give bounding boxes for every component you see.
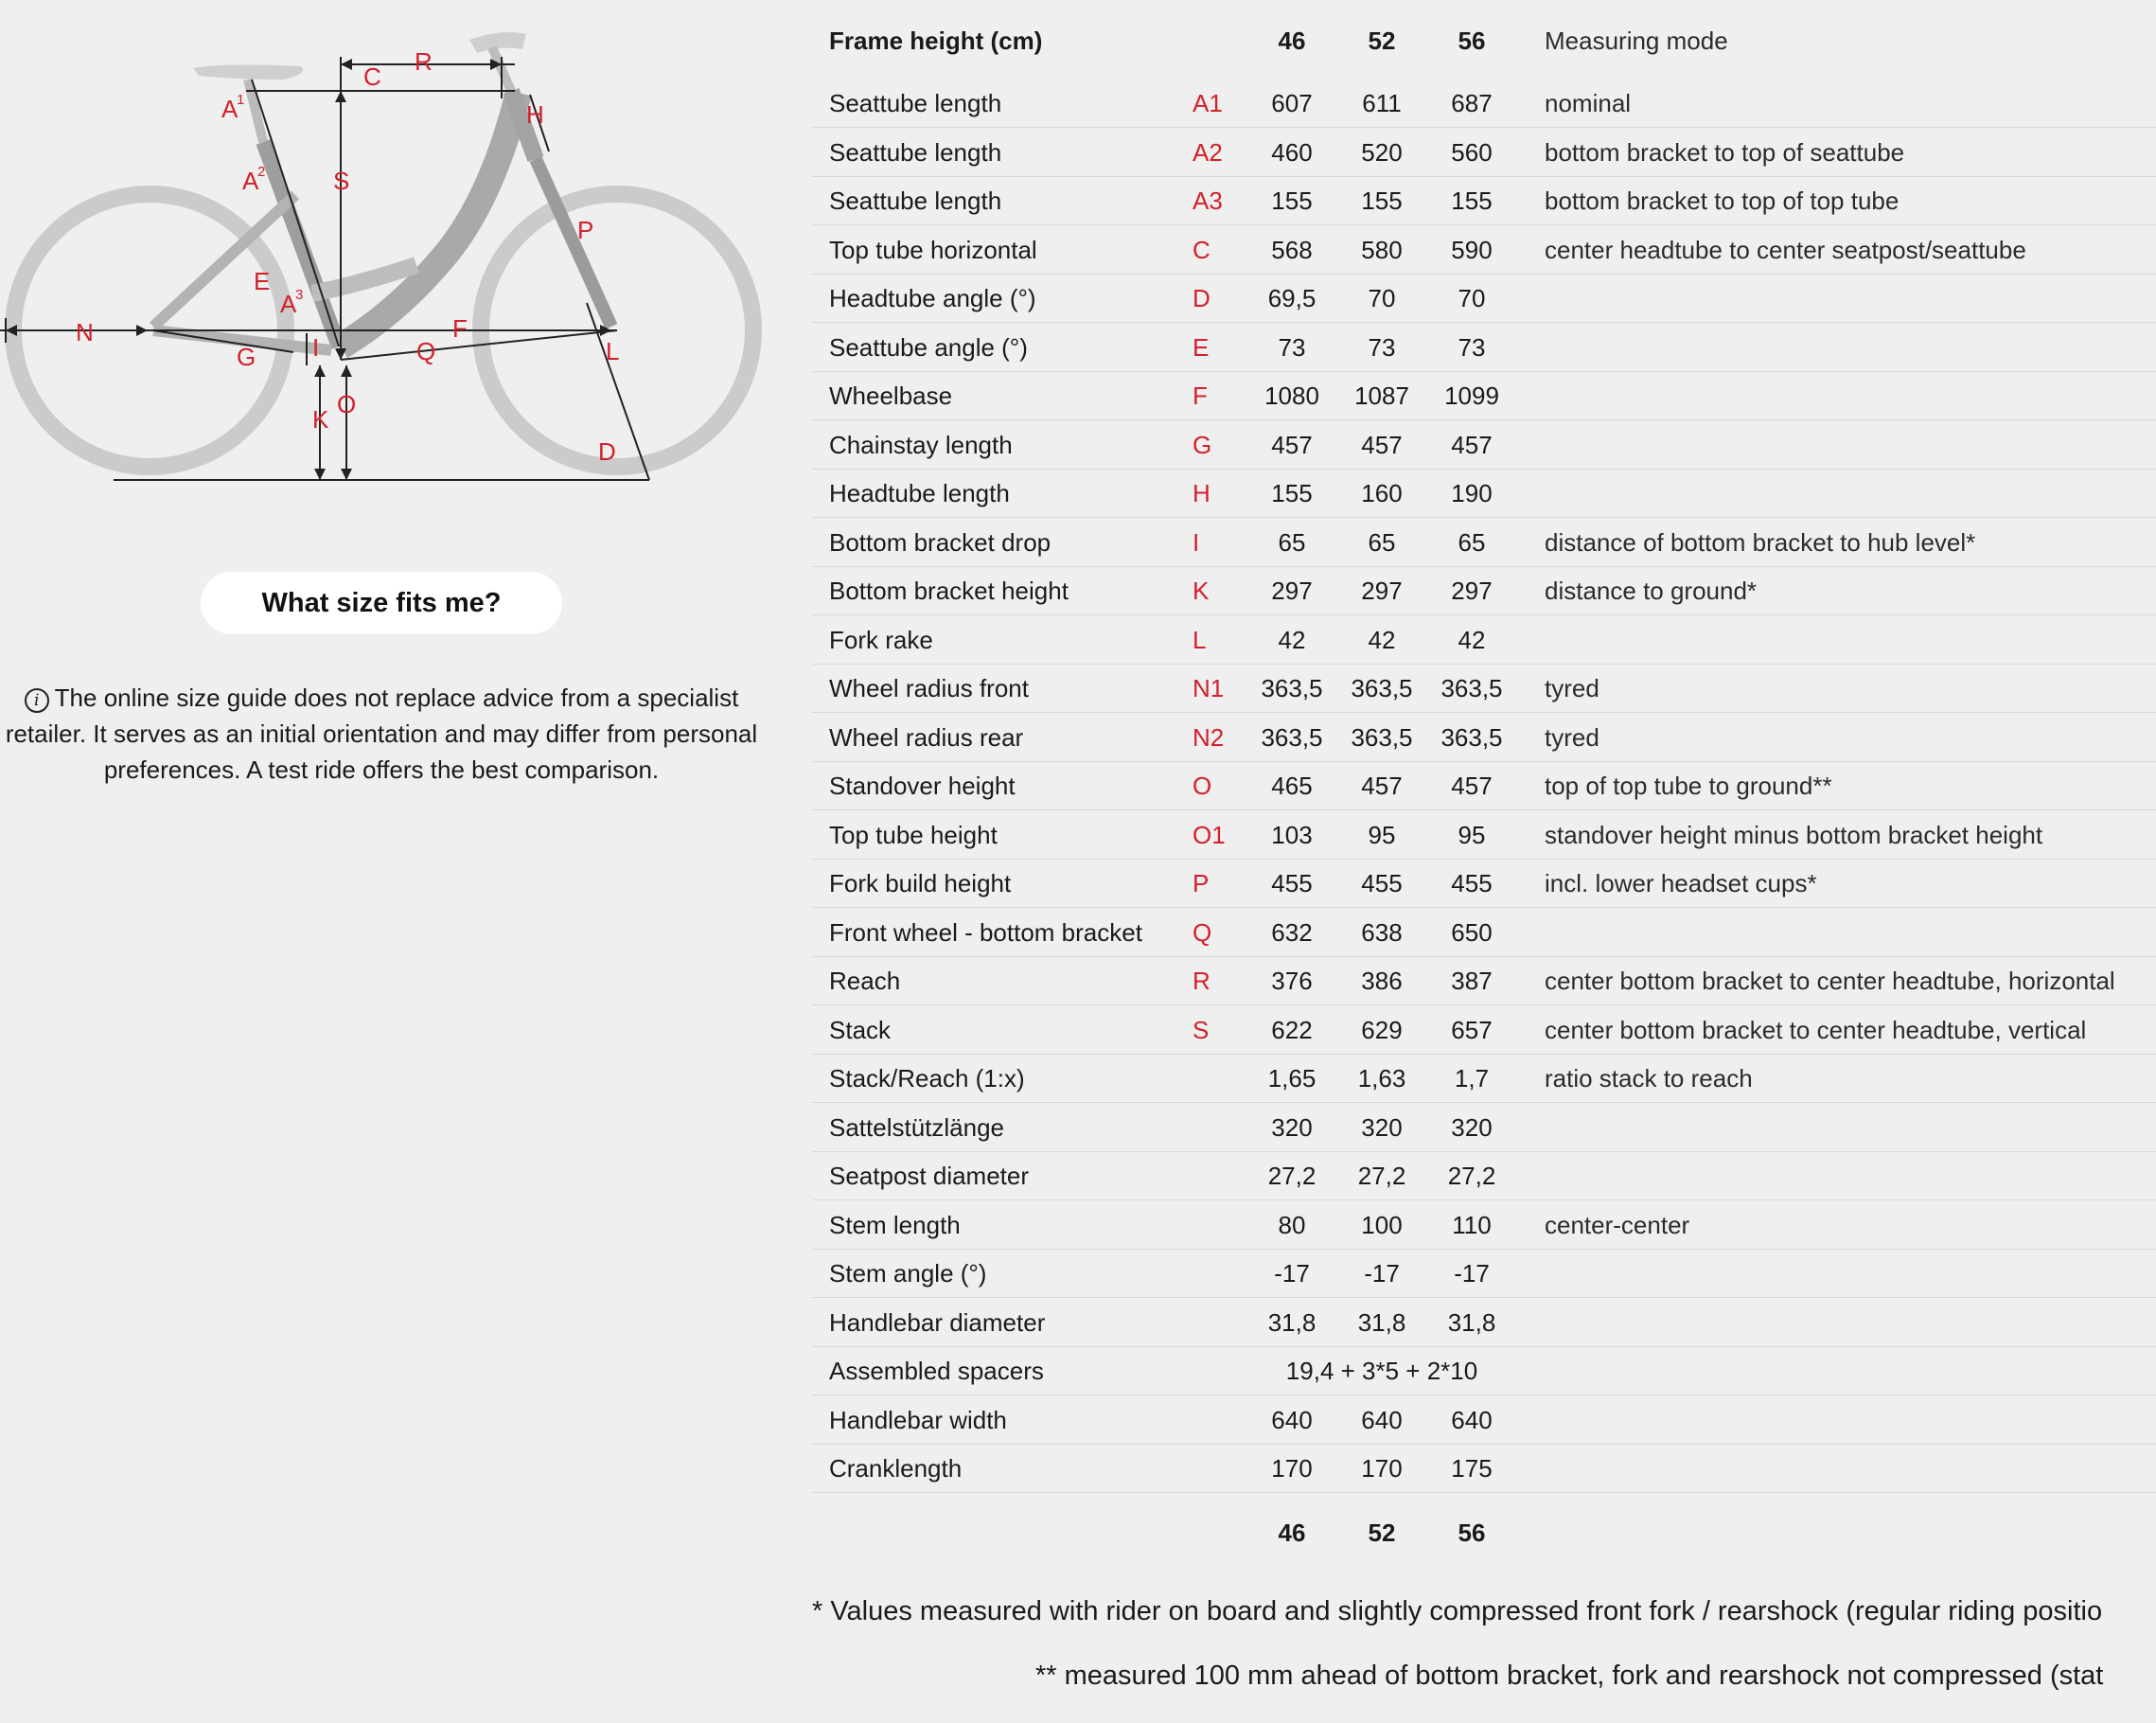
row-value-52: -17 (1364, 1259, 1400, 1288)
row-code: A2 (1193, 137, 1223, 167)
row-value-56: 457 (1451, 772, 1493, 800)
what-size-fits-me-button[interactable]: What size fits me? (201, 572, 562, 634)
row-value-52: 520 (1361, 137, 1403, 167)
header-size-46: 46 (1278, 27, 1306, 55)
label-P: P (577, 216, 594, 244)
disclaimer-text: The online size guide does not replace advice from a specialist retailer. It serves as an initial orientation and may differ from personal preferences. A test ride offers the best comparison. (5, 684, 758, 784)
table-row (812, 1445, 2156, 1493)
header-size-52: 52 (1368, 27, 1396, 55)
header-measuring-mode: Measuring mode (1545, 27, 1728, 55)
table-row (812, 177, 2156, 225)
row-label: Top tube horizontal (829, 235, 1037, 264)
row-value-46: 27,2 (1267, 1162, 1317, 1190)
info-icon: i (25, 688, 49, 713)
row-label: Sattelstützlänge (829, 1112, 1005, 1142)
table-header (812, 17, 2156, 64)
row-span-value: 19,4 + 3*5 + 2*10 (1285, 1357, 1478, 1385)
row-label: Standover height (829, 772, 1016, 800)
row-value-56: 155 (1451, 187, 1493, 215)
row-value-52: 297 (1361, 577, 1403, 605)
row-note: ratio stack to reach (1545, 1064, 1753, 1092)
row-value-52: 65 (1368, 527, 1396, 557)
row-value-46: 1,65 (1267, 1064, 1317, 1092)
footer-size-52: 52 (1368, 1519, 1396, 1547)
row-label: Wheelbase (829, 382, 953, 410)
table-row (812, 1104, 2156, 1152)
row-note: center bottom bracket to center headtube, horizontal (1545, 967, 2115, 995)
row-value-46: 455 (1271, 869, 1313, 897)
row-label: Seattube length (829, 137, 1002, 167)
row-value-46: 457 (1271, 430, 1313, 459)
row-label: Headtube angle (°) (829, 284, 1036, 312)
table-row (812, 1347, 2156, 1395)
row-label: Seatpost diameter (829, 1162, 1030, 1190)
row-value-52: 455 (1361, 869, 1403, 897)
label-H: H (526, 100, 544, 129)
table-row (812, 1201, 2156, 1250)
row-code: I (1193, 527, 1200, 557)
row-label: Seattube angle (°) (829, 332, 1028, 362)
saddle (193, 64, 303, 80)
table-row (812, 470, 2156, 518)
label-I: I (312, 333, 320, 362)
table-row (812, 1152, 2156, 1200)
row-label: Wheel radius front (829, 674, 1029, 702)
row-value-52: 27,2 (1357, 1162, 1406, 1190)
label-A1-sup: 1 (237, 92, 245, 108)
row-value-56: 110 (1452, 1210, 1492, 1239)
row-value-52: 580 (1361, 235, 1403, 264)
row-code: C (1193, 235, 1211, 264)
row-value-52: 457 (1361, 772, 1403, 800)
row-note: distance to ground* (1545, 577, 1758, 605)
row-label: Fork build height (829, 869, 1012, 897)
row-code: E (1193, 332, 1210, 362)
row-label: Stack/Reach (1:x) (829, 1064, 1025, 1092)
row-label: Wheel radius rear (829, 722, 1024, 752)
table-row (812, 80, 2156, 128)
row-note: tyred (1545, 722, 1599, 752)
header-frame-height: Frame height (cm) (829, 27, 1043, 55)
table-row (812, 957, 2156, 1005)
row-note: standover height minus bottom bracket height (1545, 820, 2043, 849)
table-row (812, 1006, 2156, 1055)
row-value-56: 190 (1451, 479, 1493, 507)
row-value-56: 687 (1451, 89, 1493, 117)
row-value-56: 650 (1451, 917, 1493, 947)
seattube (263, 142, 339, 346)
row-value-46: 363,5 (1261, 674, 1323, 702)
row-value-46: 640 (1271, 1405, 1313, 1434)
row-value-52: 320 (1361, 1112, 1403, 1142)
label-E: E (254, 267, 271, 295)
footer-size-46: 46 (1278, 1519, 1306, 1547)
row-code: H (1193, 479, 1211, 507)
table-row (812, 1055, 2156, 1103)
row-value-52: 386 (1361, 967, 1403, 995)
row-value-46: 42 (1278, 625, 1306, 654)
label-Q: Q (416, 337, 436, 365)
row-label: Cranklength (829, 1454, 963, 1483)
row-code: O (1193, 772, 1212, 800)
row-code: F (1193, 382, 1208, 410)
row-value-46: 622 (1271, 1015, 1313, 1044)
table-row (812, 860, 2156, 908)
row-value-56: 175 (1451, 1454, 1493, 1483)
row-value-52: 363,5 (1351, 674, 1413, 702)
row-value-56: 95 (1458, 820, 1486, 849)
row-code: K (1193, 577, 1210, 605)
label-O: O (337, 390, 357, 418)
table-row (812, 909, 2156, 957)
row-label: Seattube length (829, 187, 1002, 215)
row-value-56: 27,2 (1447, 1162, 1496, 1190)
row-label: Reach (829, 967, 901, 995)
table-row (812, 1396, 2156, 1445)
row-code: N1 (1193, 674, 1225, 702)
row-value-56: 297 (1451, 577, 1493, 605)
row-code: L (1193, 625, 1207, 654)
label-A2-sup: 2 (257, 164, 266, 180)
row-code: R (1193, 967, 1211, 995)
row-value-46: 1080 (1264, 382, 1319, 410)
row-value-46: 69,5 (1267, 284, 1317, 312)
row-value-56: 560 (1451, 137, 1493, 167)
table-row (812, 372, 2156, 420)
row-value-52: 457 (1361, 430, 1403, 459)
fork (536, 159, 611, 327)
table-row (812, 421, 2156, 470)
row-value-56: 1099 (1444, 382, 1499, 410)
label-F: F (452, 314, 468, 343)
row-value-56: 657 (1451, 1015, 1493, 1044)
row-label: Handlebar diameter (829, 1307, 1046, 1337)
row-label: Assembled spacers (829, 1357, 1044, 1385)
row-note: bottom bracket to top of seattube (1545, 137, 1905, 167)
row-value-52: 640 (1361, 1405, 1403, 1434)
row-label: Seattube length (829, 89, 1002, 117)
row-code: D (1193, 284, 1211, 312)
row-value-46: 568 (1271, 235, 1313, 264)
row-value-46: 31,8 (1267, 1307, 1317, 1337)
table-footer (812, 1509, 2156, 1556)
row-value-56: -17 (1454, 1259, 1490, 1288)
row-value-46: 607 (1271, 89, 1313, 117)
label-R: R (415, 47, 433, 76)
row-label: Bottom bracket drop (829, 527, 1051, 557)
row-value-46: 155 (1271, 479, 1313, 507)
row-value-46: 465 (1271, 772, 1313, 800)
row-label: Headtube length (829, 479, 1010, 507)
row-value-52: 73 (1368, 332, 1396, 362)
row-label: Handlebar width (829, 1405, 1007, 1434)
label-D: D (598, 437, 616, 466)
footnote-single-star: * Values measured with rider on board and slightly compressed front fork / rearshock (regular riding positio (812, 1596, 2103, 1626)
row-value-56: 42 (1458, 625, 1486, 654)
row-value-52: 42 (1368, 625, 1396, 654)
table-row (812, 1299, 2156, 1347)
row-label: Stem angle (°) (829, 1259, 987, 1288)
row-code: A1 (1193, 89, 1223, 117)
row-code: G (1193, 430, 1212, 459)
row-value-46: 297 (1271, 577, 1313, 605)
row-value-46: -17 (1274, 1259, 1310, 1288)
label-N: N (76, 318, 94, 346)
label-S: S (333, 167, 350, 195)
label-A3: A (280, 290, 297, 318)
row-value-46: 80 (1278, 1210, 1306, 1239)
row-label: Stem length (829, 1210, 961, 1239)
top-tube-curved (341, 93, 519, 346)
table-row (812, 129, 2156, 177)
row-value-56: 455 (1451, 869, 1493, 897)
row-value-52: 1,63 (1357, 1064, 1406, 1092)
label-K: K (312, 405, 329, 434)
footer-size-56: 56 (1458, 1519, 1486, 1547)
row-value-52: 170 (1361, 1454, 1403, 1483)
row-value-52: 155 (1361, 187, 1403, 215)
table-row (812, 567, 2156, 615)
table-row (812, 811, 2156, 860)
row-value-56: 70 (1458, 284, 1486, 312)
row-note: tyred (1545, 674, 1599, 702)
row-label: Stack (829, 1015, 892, 1044)
row-value-46: 155 (1271, 187, 1313, 215)
geometry-panel (0, 0, 776, 1723)
row-value-56: 320 (1451, 1112, 1493, 1142)
row-value-56: 31,8 (1447, 1307, 1496, 1337)
row-value-52: 70 (1368, 284, 1396, 312)
row-value-46: 170 (1271, 1454, 1313, 1483)
size-guide-disclaimer (0, 680, 763, 788)
row-value-46: 460 (1271, 137, 1313, 167)
footnote-double-star: ** measured 100 mm ahead of bottom bracket, fork and rearshock not compressed (stat (1035, 1661, 2104, 1691)
row-value-46: 320 (1271, 1112, 1313, 1142)
header-size-56: 56 (1458, 27, 1486, 55)
row-value-46: 73 (1278, 332, 1306, 362)
row-label: Top tube height (829, 820, 998, 849)
label-G: G (237, 343, 256, 371)
row-code: A3 (1193, 187, 1223, 215)
table-row (812, 762, 2156, 810)
row-value-52: 611 (1362, 89, 1402, 117)
row-note: center bottom bracket to center headtube, vertical (1545, 1015, 2087, 1044)
row-value-52: 1087 (1354, 382, 1409, 410)
row-code: N2 (1193, 722, 1225, 752)
row-value-56: 65 (1458, 527, 1486, 557)
label-A3-sup: 3 (295, 287, 304, 303)
row-value-52: 95 (1368, 820, 1396, 849)
row-value-52: 638 (1361, 917, 1403, 947)
row-code: O1 (1193, 820, 1226, 849)
row-note: distance of bottom bracket to hub level* (1545, 527, 1976, 557)
row-code: P (1193, 869, 1210, 897)
label-C: C (363, 62, 381, 91)
row-note: incl. lower headset cups* (1545, 869, 1817, 897)
geometry-table (812, 0, 2156, 1723)
row-value-52: 31,8 (1357, 1307, 1406, 1337)
row-note: center-center (1545, 1210, 1690, 1239)
row-value-56: 363,5 (1440, 674, 1503, 702)
row-value-56: 1,7 (1454, 1064, 1490, 1092)
row-value-56: 73 (1458, 332, 1486, 362)
row-value-56: 640 (1451, 1405, 1493, 1434)
row-value-46: 65 (1278, 527, 1306, 557)
bike-geometry-diagram (0, 0, 776, 511)
row-note: nominal (1545, 89, 1632, 117)
label-A1: A (221, 95, 239, 123)
row-value-52: 160 (1361, 479, 1403, 507)
row-value-56: 363,5 (1440, 722, 1503, 752)
table-row (812, 324, 2156, 372)
row-note: bottom bracket to top of top tube (1545, 187, 1900, 215)
table-row (812, 616, 2156, 665)
row-label: Front wheel - bottom bracket (829, 917, 1142, 947)
row-label: Bottom bracket height (829, 577, 1069, 605)
row-value-46: 103 (1271, 820, 1313, 849)
label-L: L (606, 337, 620, 365)
row-value-52: 629 (1361, 1015, 1403, 1044)
row-value-56: 387 (1451, 967, 1493, 995)
table-row (812, 519, 2156, 567)
row-label: Fork rake (829, 625, 933, 654)
row-value-56: 457 (1451, 430, 1493, 459)
row-code: Q (1193, 917, 1212, 947)
row-value-56: 590 (1451, 235, 1493, 264)
row-value-46: 363,5 (1261, 722, 1323, 752)
row-value-52: 363,5 (1351, 722, 1413, 752)
table-row (812, 275, 2156, 323)
row-value-46: 376 (1271, 967, 1313, 995)
row-value-46: 632 (1271, 917, 1313, 947)
row-code: S (1193, 1015, 1210, 1044)
table-row (812, 226, 2156, 275)
table-row (812, 1250, 2156, 1298)
table-row (812, 714, 2156, 762)
row-label: Chainstay length (829, 430, 1013, 459)
row-note: top of top tube to ground** (1545, 772, 1832, 800)
row-value-52: 100 (1361, 1210, 1403, 1239)
label-A2: A (242, 167, 259, 195)
table-row (812, 665, 2156, 713)
row-note: center headtube to center seatpost/seattube (1545, 235, 2026, 264)
